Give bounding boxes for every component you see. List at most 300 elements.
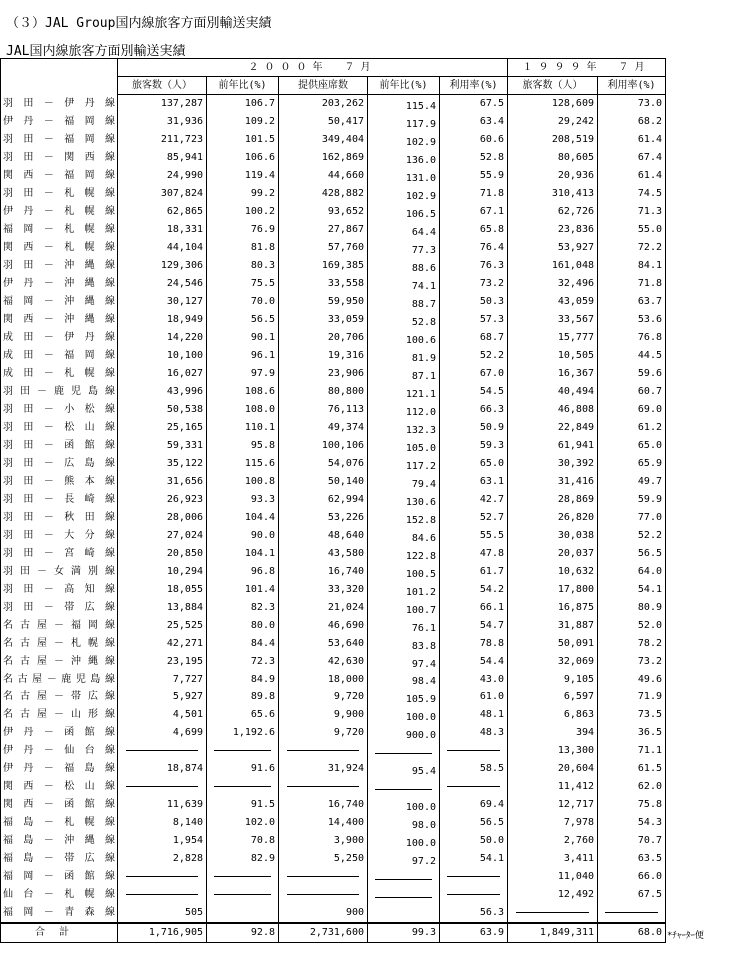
route-name: 関西－函館線 xyxy=(1,796,118,814)
route-name: 名古屋－札幌線 xyxy=(1,635,118,653)
empty-dash xyxy=(287,876,359,877)
route-name: 羽田－小松線 xyxy=(1,401,118,419)
cell-seats: 20,706 xyxy=(279,329,368,347)
cell-passengers: 137,287 xyxy=(118,95,207,113)
cell-yoy: 109.2 xyxy=(207,113,279,131)
table-row xyxy=(1,850,666,868)
table-row xyxy=(1,113,666,131)
cell-passengers: 10,294 xyxy=(118,563,207,581)
cell-load-1999: 54.1 xyxy=(598,581,666,599)
cell-passengers-1999: 11,040 xyxy=(508,868,598,886)
cell-yoy: 100.2 xyxy=(207,203,279,221)
cell-seats: 53,226 xyxy=(279,509,368,527)
cell-load-1999: 44.5 xyxy=(598,347,666,365)
cell-yoy: 108.0 xyxy=(207,401,279,419)
cell-seats: 43,580 xyxy=(279,545,368,563)
cell-yoy: 70.8 xyxy=(207,832,279,850)
route-name: 羽田－宮崎線 xyxy=(1,545,118,563)
cell-yoy: 91.6 xyxy=(207,760,279,778)
cell-load-1999: 49.7 xyxy=(598,473,666,491)
total-seats: 2,731,600 xyxy=(279,923,368,942)
cell-load: 54.1 xyxy=(440,850,508,868)
cell-passengers: 30,127 xyxy=(118,293,207,311)
table-row xyxy=(1,760,666,778)
cell-passengers-1999: 9,105 xyxy=(508,671,598,689)
cell-passengers-1999: 12,492 xyxy=(508,886,598,904)
route-name: 伊丹－沖縄線 xyxy=(1,275,118,293)
cell-load: 73.2 xyxy=(440,275,508,293)
cell-seats: 31,924 xyxy=(279,760,368,778)
cell-passengers: 27,024 xyxy=(118,527,207,545)
cell-passengers-1999: 20,936 xyxy=(508,167,598,185)
table-row xyxy=(1,347,666,365)
cell-passengers: 62,865 xyxy=(118,203,207,221)
cell-seats: 53,640 xyxy=(279,635,368,653)
cell-load-1999: 71.3 xyxy=(598,203,666,221)
table-row xyxy=(1,527,666,545)
cell-seats: 50,417 xyxy=(279,113,368,131)
cell-load-1999: 59.9 xyxy=(598,491,666,509)
cell-load: 68.7 xyxy=(440,329,508,347)
cell-seat-yoy: 98.0 xyxy=(368,814,440,832)
cell-yoy: 110.1 xyxy=(207,419,279,437)
table-row xyxy=(1,329,666,347)
cell-passengers xyxy=(118,886,207,904)
route-name: 羽田－関西線 xyxy=(1,149,118,167)
cell-seats: 62,994 xyxy=(279,491,368,509)
table-row xyxy=(1,509,666,527)
table-row xyxy=(1,131,666,149)
empty-dash xyxy=(516,912,589,913)
cell-passengers-1999: 3,411 xyxy=(508,850,598,868)
period-2000-header: ２０００年 ７月 xyxy=(118,59,508,77)
route-name: 関西－札幌線 xyxy=(1,239,118,257)
cell-load-1999: 74.5 xyxy=(598,185,666,203)
cell-load: 42.7 xyxy=(440,491,508,509)
cell-passengers: 42,271 xyxy=(118,635,207,653)
cell-load-1999: 77.0 xyxy=(598,509,666,527)
route-name: 羽田－札幌線 xyxy=(1,185,118,203)
cell-passengers: 5,927 xyxy=(118,688,207,706)
cell-seats: 48,640 xyxy=(279,527,368,545)
cell-passengers: 31,936 xyxy=(118,113,207,131)
cell-yoy: 106.6 xyxy=(207,149,279,167)
cell-load-1999: 84.1 xyxy=(598,257,666,275)
cell-load: 58.5 xyxy=(440,760,508,778)
cell-seats: 46,690 xyxy=(279,617,368,635)
cell-load-1999: 71.9 xyxy=(598,688,666,706)
cell-passengers: 8,140 xyxy=(118,814,207,832)
route-name: 羽田－熊本線 xyxy=(1,473,118,491)
route-name: 成田－札幌線 xyxy=(1,365,118,383)
cell-passengers: 4,699 xyxy=(118,724,207,742)
cell-load: 65.0 xyxy=(440,455,508,473)
cell-passengers-1999: 6,597 xyxy=(508,688,598,706)
cell-load-1999: 78.2 xyxy=(598,635,666,653)
cell-seat-yoy: 130.6 xyxy=(368,491,440,509)
cell-seat-yoy: 100.6 xyxy=(368,329,440,347)
empty-dash xyxy=(447,876,501,877)
total-passengers: 1,716,905 xyxy=(118,923,207,942)
route-name: 羽田－函館線 xyxy=(1,437,118,455)
cell-load-1999: 70.7 xyxy=(598,832,666,850)
cell-passengers-1999: 40,494 xyxy=(508,383,598,401)
cell-seat-yoy: 98.4 xyxy=(368,671,440,689)
cell-passengers: 85,941 xyxy=(118,149,207,167)
cell-seat-yoy: 64.4 xyxy=(368,221,440,239)
charter-note: *ﾁｬｰﾀｰ便 xyxy=(667,931,704,941)
table-row xyxy=(1,778,666,796)
cell-load: 61.0 xyxy=(440,688,508,706)
table-row xyxy=(1,239,666,257)
cell-seat-yoy: 97.2 xyxy=(368,850,440,868)
cell-seats: 349,404 xyxy=(279,131,368,149)
cell-load-1999: 54.3 xyxy=(598,814,666,832)
cell-seat-yoy: 100.5 xyxy=(368,563,440,581)
empty-dash xyxy=(214,750,271,751)
cell-passengers-1999: 12,717 xyxy=(508,796,598,814)
route-name: 福島－帯広線 xyxy=(1,850,118,868)
cell-load-1999: 61.5 xyxy=(598,760,666,778)
cell-seat-yoy: 79.4 xyxy=(368,473,440,491)
cell-passengers: 14,220 xyxy=(118,329,207,347)
cell-passengers: 24,546 xyxy=(118,275,207,293)
cell-yoy: 90.0 xyxy=(207,527,279,545)
cell-passengers-1999 xyxy=(508,904,598,923)
cell-load: 54.2 xyxy=(440,581,508,599)
cell-seat-yoy: 100.0 xyxy=(368,706,440,724)
cell-load-1999: 49.6 xyxy=(598,671,666,689)
table-row xyxy=(1,617,666,635)
route-name: 羽田－女満別線 xyxy=(1,563,118,581)
cell-seats: 49,374 xyxy=(279,419,368,437)
cell-yoy: 89.8 xyxy=(207,688,279,706)
cell-passengers: 43,996 xyxy=(118,383,207,401)
route-header xyxy=(1,59,118,95)
cell-seat-yoy: 102.9 xyxy=(368,185,440,203)
cell-passengers-1999: 28,869 xyxy=(508,491,598,509)
cell-load: 67.1 xyxy=(440,203,508,221)
cell-seats: 19,316 xyxy=(279,347,368,365)
route-name: 羽田－長崎線 xyxy=(1,491,118,509)
cell-seats: 42,630 xyxy=(279,653,368,671)
cell-passengers-1999: 29,242 xyxy=(508,113,598,131)
cell-passengers-1999: 23,836 xyxy=(508,221,598,239)
route-name: 名古屋－沖縄線 xyxy=(1,653,118,671)
cell-seat-yoy: 102.9 xyxy=(368,131,440,149)
cell-seat-yoy: 52.8 xyxy=(368,311,440,329)
table-row xyxy=(1,167,666,185)
cell-seat-yoy: 83.8 xyxy=(368,635,440,653)
cell-passengers-1999: 62,726 xyxy=(508,203,598,221)
cell-load-1999: 72.2 xyxy=(598,239,666,257)
table-row xyxy=(1,383,666,401)
route-name: 羽田－高知線 xyxy=(1,581,118,599)
cell-seat-yoy: 900.0 xyxy=(368,724,440,742)
empty-dash xyxy=(375,879,432,880)
cell-seats: 3,900 xyxy=(279,832,368,850)
empty-dash xyxy=(214,786,271,787)
table-row xyxy=(1,293,666,311)
cell-seats: 16,740 xyxy=(279,796,368,814)
cell-seat-yoy xyxy=(368,778,440,796)
cell-yoy: 100.8 xyxy=(207,473,279,491)
route-name: 福岡－札幌線 xyxy=(1,221,118,239)
cell-passengers-1999: 7,978 xyxy=(508,814,598,832)
cell-yoy: 102.0 xyxy=(207,814,279,832)
cell-passengers-1999: 20,037 xyxy=(508,545,598,563)
table-row xyxy=(1,904,666,923)
route-name: 関西－福岡線 xyxy=(1,167,118,185)
cell-yoy: 119.4 xyxy=(207,167,279,185)
cell-passengers: 24,990 xyxy=(118,167,207,185)
cell-seats: 44,660 xyxy=(279,167,368,185)
cell-passengers: 59,331 xyxy=(118,437,207,455)
route-name: 羽田－帯広線 xyxy=(1,599,118,617)
route-name: 名古屋－福岡線 xyxy=(1,617,118,635)
cell-load-1999: 76.8 xyxy=(598,329,666,347)
cell-seat-yoy: 84.6 xyxy=(368,527,440,545)
cell-load: 59.3 xyxy=(440,437,508,455)
cell-yoy: 75.5 xyxy=(207,275,279,293)
table-row xyxy=(1,545,666,563)
cell-load-1999: 62.0 xyxy=(598,778,666,796)
empty-dash xyxy=(126,894,198,895)
cell-passengers-1999: 6,863 xyxy=(508,706,598,724)
cell-passengers-1999: 53,927 xyxy=(508,239,598,257)
cell-passengers: 4,501 xyxy=(118,706,207,724)
route-name: 関西－沖縄線 xyxy=(1,311,118,329)
cell-yoy: 91.5 xyxy=(207,796,279,814)
empty-dash xyxy=(605,912,659,913)
cell-yoy: 82.3 xyxy=(207,599,279,617)
cell-load-1999: 67.5 xyxy=(598,886,666,904)
cell-seats: 23,906 xyxy=(279,365,368,383)
cell-yoy: 84.4 xyxy=(207,635,279,653)
cell-passengers: 35,122 xyxy=(118,455,207,473)
cell-load: 67.0 xyxy=(440,365,508,383)
route-name: 福岡－沖縄線 xyxy=(1,293,118,311)
cell-yoy xyxy=(207,868,279,886)
transport-table xyxy=(0,58,666,943)
cell-load: 54.5 xyxy=(440,383,508,401)
cell-passengers: 25,525 xyxy=(118,617,207,635)
cell-load-1999: 61.4 xyxy=(598,131,666,149)
cell-passengers: 10,100 xyxy=(118,347,207,365)
cell-load: 78.8 xyxy=(440,635,508,653)
cell-seats: 93,652 xyxy=(279,203,368,221)
col-seat-yoy: 前年比(%) xyxy=(368,77,440,95)
empty-dash xyxy=(287,786,359,787)
route-name: 福岡－青森線 xyxy=(1,904,118,923)
cell-yoy: 99.2 xyxy=(207,185,279,203)
cell-yoy: 96.8 xyxy=(207,563,279,581)
cell-seat-yoy: 105.9 xyxy=(368,688,440,706)
cell-yoy xyxy=(207,778,279,796)
cell-seats: 900 xyxy=(279,904,368,923)
table-row xyxy=(1,742,666,760)
cell-seat-yoy: 81.9 xyxy=(368,347,440,365)
cell-seat-yoy: 95.4 xyxy=(368,760,440,778)
cell-load-1999: 65.9 xyxy=(598,455,666,473)
cell-passengers: 20,850 xyxy=(118,545,207,563)
cell-seats xyxy=(279,778,368,796)
table-row xyxy=(1,635,666,653)
cell-load-1999: 66.0 xyxy=(598,868,666,886)
table-row xyxy=(1,401,666,419)
cell-load-1999: 36.5 xyxy=(598,724,666,742)
table-row xyxy=(1,437,666,455)
cell-load: 60.6 xyxy=(440,131,508,149)
cell-passengers-1999: 20,604 xyxy=(508,760,598,778)
cell-load-1999: 65.0 xyxy=(598,437,666,455)
cell-yoy: 90.1 xyxy=(207,329,279,347)
cell-passengers-1999: 11,412 xyxy=(508,778,598,796)
cell-seat-yoy: 101.2 xyxy=(368,581,440,599)
route-name: 名古屋－山形線 xyxy=(1,706,118,724)
empty-dash xyxy=(214,876,271,877)
empty-dash xyxy=(126,876,198,877)
cell-yoy: 1,192.6 xyxy=(207,724,279,742)
cell-load-1999: 56.5 xyxy=(598,545,666,563)
cell-seat-yoy: 117.2 xyxy=(368,455,440,473)
cell-seats: 80,800 xyxy=(279,383,368,401)
cell-yoy: 101.4 xyxy=(207,581,279,599)
cell-seats: 57,760 xyxy=(279,239,368,257)
cell-load: 65.8 xyxy=(440,221,508,239)
cell-passengers: 28,006 xyxy=(118,509,207,527)
cell-yoy: 93.3 xyxy=(207,491,279,509)
total-passengers-1999: 1,849,311 xyxy=(508,923,598,942)
cell-yoy: 80.3 xyxy=(207,257,279,275)
cell-seats: 50,140 xyxy=(279,473,368,491)
cell-load-1999: 71.8 xyxy=(598,275,666,293)
cell-passengers-1999: 128,609 xyxy=(508,95,598,113)
cell-load: 76.4 xyxy=(440,239,508,257)
cell-seat-yoy xyxy=(368,904,440,923)
cell-passengers: 50,538 xyxy=(118,401,207,419)
cell-passengers: 31,656 xyxy=(118,473,207,491)
route-name: 羽田－福岡線 xyxy=(1,131,118,149)
cell-seat-yoy: 115.4 xyxy=(368,95,440,113)
cell-load: 52.8 xyxy=(440,149,508,167)
cell-seats: 33,320 xyxy=(279,581,368,599)
cell-seat-yoy xyxy=(368,742,440,760)
cell-load: 63.1 xyxy=(440,473,508,491)
empty-dash xyxy=(447,750,501,751)
cell-load-1999: 64.0 xyxy=(598,563,666,581)
cell-passengers xyxy=(118,778,207,796)
route-name: 福島－沖縄線 xyxy=(1,832,118,850)
cell-load-1999: 63.5 xyxy=(598,850,666,868)
cell-seats: 18,000 xyxy=(279,671,368,689)
cell-load: 56.3 xyxy=(440,904,508,923)
cell-passengers: 25,165 xyxy=(118,419,207,437)
route-name: 伊丹－札幌線 xyxy=(1,203,118,221)
cell-seat-yoy: 88.6 xyxy=(368,257,440,275)
table-body xyxy=(1,95,666,924)
cell-load: 48.1 xyxy=(440,706,508,724)
cell-load-1999: 69.0 xyxy=(598,401,666,419)
cell-yoy: 76.9 xyxy=(207,221,279,239)
route-name: 羽田－秋田線 xyxy=(1,509,118,527)
cell-load-1999: 52.2 xyxy=(598,527,666,545)
cell-passengers: 26,923 xyxy=(118,491,207,509)
cell-passengers-1999: 2,760 xyxy=(508,832,598,850)
cell-seat-yoy: 131.0 xyxy=(368,167,440,185)
cell-passengers: 18,331 xyxy=(118,221,207,239)
cell-load-1999: 73.0 xyxy=(598,95,666,113)
cell-passengers-1999: 32,069 xyxy=(508,653,598,671)
cell-load: 50.9 xyxy=(440,419,508,437)
cell-passengers xyxy=(118,868,207,886)
cell-seats: 169,385 xyxy=(279,257,368,275)
cell-seat-yoy: 132.3 xyxy=(368,419,440,437)
cell-yoy: 97.9 xyxy=(207,365,279,383)
cell-passengers: 18,949 xyxy=(118,311,207,329)
route-name: 羽田－鹿児島線 xyxy=(1,383,118,401)
cell-load xyxy=(440,742,508,760)
cell-load-1999 xyxy=(598,904,666,923)
table-row xyxy=(1,832,666,850)
cell-yoy: 81.8 xyxy=(207,239,279,257)
cell-passengers-1999: 16,875 xyxy=(508,599,598,617)
cell-seat-yoy: 76.1 xyxy=(368,617,440,635)
table-row xyxy=(1,688,666,706)
cell-seats: 428,882 xyxy=(279,185,368,203)
cell-load-1999: 71.1 xyxy=(598,742,666,760)
cell-seats: 14,400 xyxy=(279,814,368,832)
cell-yoy: 108.6 xyxy=(207,383,279,401)
cell-seat-yoy: 97.4 xyxy=(368,653,440,671)
cell-load-1999: 68.2 xyxy=(598,113,666,131)
cell-passengers-1999: 310,413 xyxy=(508,185,598,203)
cell-yoy: 104.4 xyxy=(207,509,279,527)
empty-dash xyxy=(447,894,501,895)
table-row xyxy=(1,886,666,904)
cell-passengers: 18,874 xyxy=(118,760,207,778)
cell-seats: 33,059 xyxy=(279,311,368,329)
cell-load-1999: 53.6 xyxy=(598,311,666,329)
cell-seats: 5,250 xyxy=(279,850,368,868)
cell-passengers-1999: 208,519 xyxy=(508,131,598,149)
col-yoy: 前年比(%) xyxy=(207,77,279,95)
cell-load: 55.5 xyxy=(440,527,508,545)
cell-passengers-1999: 26,820 xyxy=(508,509,598,527)
cell-load: 43.0 xyxy=(440,671,508,689)
cell-seats: 9,720 xyxy=(279,688,368,706)
route-name: 伊丹－福島線 xyxy=(1,760,118,778)
cell-passengers-1999: 13,300 xyxy=(508,742,598,760)
route-name: 羽田－松山線 xyxy=(1,419,118,437)
cell-passengers-1999: 46,808 xyxy=(508,401,598,419)
empty-dash xyxy=(375,897,432,898)
cell-passengers: 13,884 xyxy=(118,599,207,617)
cell-seats xyxy=(279,868,368,886)
cell-seat-yoy: 88.7 xyxy=(368,293,440,311)
total-load: 63.9 xyxy=(440,923,508,942)
cell-seats: 203,262 xyxy=(279,95,368,113)
col-load-1999: 利用率(%) xyxy=(598,77,666,95)
cell-seat-yoy: 106.5 xyxy=(368,203,440,221)
cell-yoy: 104.1 xyxy=(207,545,279,563)
cell-passengers-1999: 394 xyxy=(508,724,598,742)
cell-seat-yoy: 152.8 xyxy=(368,509,440,527)
cell-passengers: 211,723 xyxy=(118,131,207,149)
empty-dash xyxy=(447,786,501,787)
cell-load: 55.9 xyxy=(440,167,508,185)
cell-load: 67.5 xyxy=(440,95,508,113)
